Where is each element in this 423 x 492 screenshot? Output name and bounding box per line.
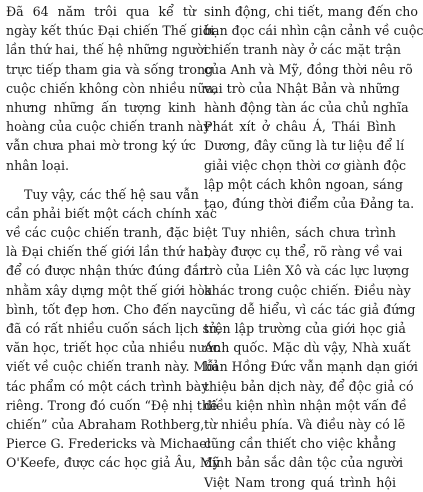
text-line: điều kiện nhìn nhận một vấn đề	[204, 397, 407, 413]
text-line: bạn đọc cái nhìn cận cảnh về cuộc	[204, 23, 423, 39]
text-line: lần thứ hai, thế hệ những người	[6, 42, 208, 58]
text-line: bình, tốt đẹp hơn. Cho đến nay	[6, 301, 204, 317]
text-line: O'Keefe, được các học giả Âu, Mỹ	[6, 455, 220, 471]
text-line: Đã 64 năm trôi qua kể từ	[6, 4, 196, 19]
text-line: tạo, đúng thời điểm của Đảng ta.	[204, 195, 415, 211]
text-line: trực tiếp tham gia và sống trong	[6, 61, 214, 77]
text-line: riêng. Trong đó cuốn “Đệ nhị thế	[6, 397, 218, 413]
text-line: Việt Nam trong quá trình hội	[204, 474, 396, 490]
text-line: Phát xít ở châu Á, Thái Bình	[204, 119, 396, 135]
text-line: hoàng của cuộc chiến tranh này	[6, 119, 211, 135]
text-line: từ nhiều phía. Và điều này có lẽ	[204, 416, 406, 432]
text-line: cũng cần thiết cho việc khẳng	[204, 436, 397, 452]
text-line: sinh động, chi tiết, mang đến cho	[204, 4, 418, 19]
text-line: về các cuộc chiến tranh, đặc biệt	[6, 225, 218, 241]
text-line: vai trò của Nhật Bản và những	[204, 80, 400, 96]
text-line: Tuy nhiên, sách chưa trình	[222, 225, 396, 241]
text-line: tác phẩm có một cách trình bày	[6, 378, 209, 394]
text-line: đã có rất nhiều cuốn sách lịch sử,	[6, 321, 222, 336]
text-line: cuộc chiến không còn nhiều nữa,	[6, 80, 217, 96]
text-line: vẫn chưa phai mờ trong ký ức	[6, 138, 196, 154]
text-line: của Anh và Mỹ, đồng thời nêu rõ	[204, 61, 413, 77]
right-column	[204, 2, 423, 492]
text-line: thiệu bản dịch này, để độc giả có	[204, 378, 414, 394]
text-line: trò của Liên Xô và các lực lượng	[204, 263, 410, 279]
text-line: bày được cụ thể, rõ ràng về vai	[204, 244, 403, 260]
text-line: để có được nhận thức đúng đắn	[6, 263, 208, 279]
paragraph-book-description	[204, 2, 423, 213]
text-line: Anh quốc. Mặc dù vậy, Nhà xuất	[204, 340, 411, 356]
text-line: văn học, triết học của nhiều nước	[6, 340, 220, 356]
paragraph-later-generations	[6, 185, 222, 473]
text-line: Pierce G. Fredericks và Michael	[6, 436, 211, 452]
text-line: nhưng những ấn tượng kinh	[6, 99, 196, 115]
text-line: lập một cách khôn ngoan, sáng	[204, 176, 403, 192]
paragraph-opening	[6, 2, 217, 175]
text-line: chiến” của Abraham Rothberg,	[6, 416, 205, 432]
paragraph-however	[204, 223, 418, 492]
text-line: hành động tàn ác của chủ nghĩa	[204, 99, 409, 115]
text-line: ngày kết thúc Đại chiến Thế giới	[6, 23, 215, 39]
text-line: định bản sắc dân tộc của người	[204, 455, 403, 471]
left-column	[6, 2, 222, 473]
text-line: khác trong cuộc chiến. Điều này	[204, 282, 411, 298]
text-line: chiến tranh này ở các mặt trận	[204, 42, 402, 58]
text-line: giải việc chọn thời cơ giành độc	[204, 157, 407, 173]
paragraph-gap	[6, 175, 196, 185]
text-line: cần phải biết một cách chính xác	[6, 205, 217, 221]
text-line: là Đại chiến thế giới lần thứ hai,	[6, 244, 212, 260]
text-line: Dương, đây cũng là tư liệu để lí	[204, 138, 405, 154]
text-line: Tuy vậy, các thế hệ sau vẫn	[24, 186, 199, 202]
text-line: nhân loại.	[6, 157, 69, 173]
text-line: trên lập trường của giới học giả	[204, 321, 406, 336]
text-line: bản Hồng Đức vẫn mạnh dạn giới	[204, 359, 418, 375]
paragraph-gap	[204, 213, 396, 223]
text-line: viết về cuộc chiến tranh này. Mỗi	[6, 359, 219, 375]
text-line: nhằm xây dựng một thế giới hòa	[6, 282, 213, 298]
text-line: cũng dễ hiểu, vì các tác giả đứng	[204, 301, 416, 317]
